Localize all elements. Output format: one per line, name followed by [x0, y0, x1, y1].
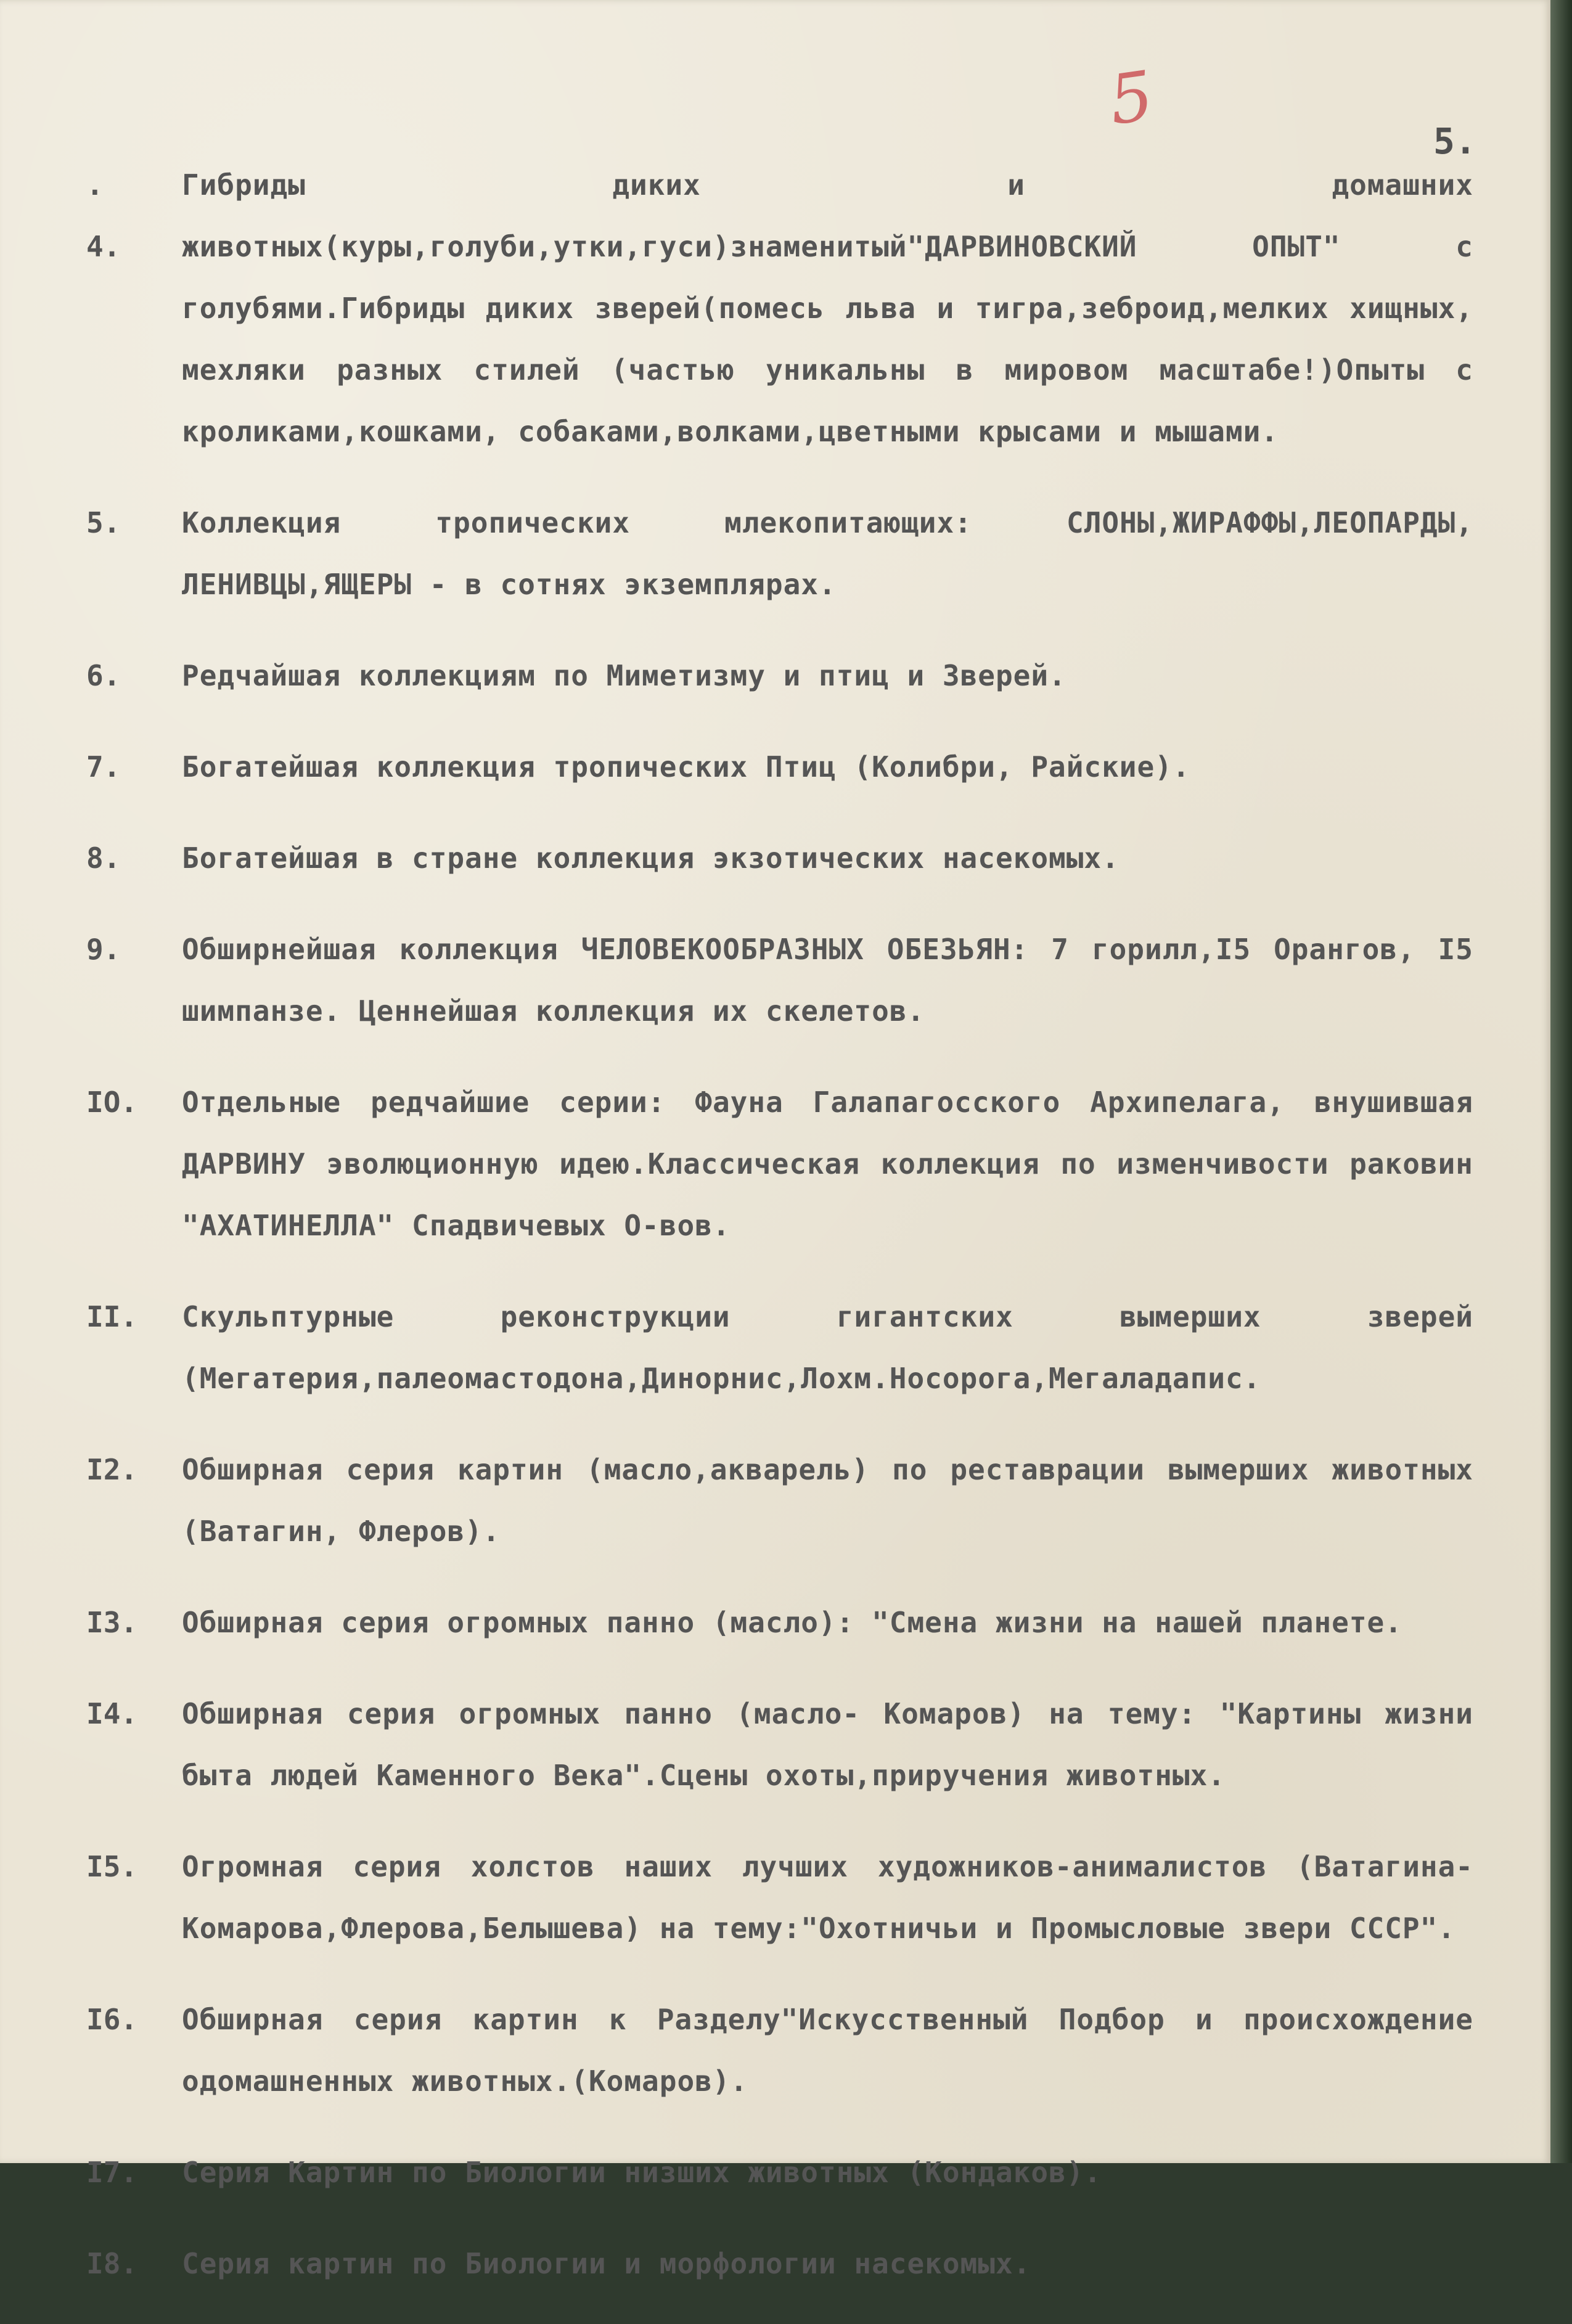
list-item — [86, 492, 1473, 615]
item-number: I5. — [86, 1850, 138, 1883]
item-number: 9. — [86, 933, 121, 966]
item-number: I3. — [86, 1606, 138, 1639]
item-text: Богатейшая в стране коллекция экзотических насекомых. — [182, 841, 1120, 875]
item-number: I4. — [86, 1697, 138, 1730]
item-number: 5. — [86, 506, 121, 539]
item-text: Богатейшая коллекция тропических Птиц (Колибри, Райские). — [182, 750, 1190, 784]
item-text: Редчайшая коллекциям по Миметизму и птиц и Зверей. — [182, 659, 1066, 692]
item-number: II. — [86, 1300, 138, 1333]
item-text: Серия Картин по Биологии низших животных (Кондаков). — [182, 2156, 1102, 2189]
numbered-list — [86, 154, 1473, 2324]
list-item — [86, 919, 1473, 1042]
list-item — [86, 736, 1473, 798]
list-item — [86, 645, 1473, 706]
list-item — [86, 1683, 1473, 1806]
item-text: Обширная серия огромных панно (масло- Комаров) на тему: "Картины жизни быта людей Каменного Века".Сцены охоты,приручения животных. — [182, 1697, 1473, 1792]
item-text: Обширная серия картин (масло,акварель) по реставрации вымерших животных (Ватагин, Флеров). — [182, 1453, 1473, 1548]
item-text: Серия картин по Биологии и морфологии насекомых. — [182, 2247, 1031, 2280]
item-number: 8. — [86, 841, 121, 875]
list-item — [86, 154, 1473, 462]
item-number: IO. — [86, 1086, 138, 1119]
item-text: Гибриды диких и домашних животных(куры,голуби,утки,гуси)знаменитый"ДАРВИНОВСКИЙ ОПЫТ" с голубями.Гибриды диких зверей(помесь льва и тигра,зеброид,мелких хищных, мехляки разных стилей (частью уникальны в мировом масштабе!)Опыты с кроликами,кошками, собаками,волками,цветными крысами и мышами. — [182, 168, 1473, 448]
item-number: I8. — [86, 2247, 138, 2280]
item-text: Обширная серия картин к Разделу"Искусственный Подбор и происхождение одомашненных животных.(Комаров). — [182, 2003, 1473, 2098]
item-number: I7. — [86, 2156, 138, 2189]
item-text: Скульптурные реконструкции гигантских вымерших зверей (Мегатерия,палеомастодона,Динорнис,Лохм.Носорога,Мегаладапис. — [182, 1300, 1473, 1395]
list-item — [86, 1286, 1473, 1409]
item-lead-marker: . — [86, 168, 104, 202]
item-number: I2. — [86, 1453, 138, 1486]
item-number: 4. — [86, 230, 121, 263]
list-item — [86, 2233, 1473, 2294]
list-item — [86, 1989, 1473, 2112]
item-text: Обширнейшая коллекция ЧЕЛОВЕКООБРАЗНЫХ ОБЕЗЬЯН: 7 горилл,I5 Орангов, I5 шимпанзе. Ценнейшая коллекция их скелетов. — [182, 933, 1473, 1028]
handwritten-page-number: 5 — [1104, 55, 1158, 141]
list-item — [86, 1071, 1473, 1256]
item-number: 7. — [86, 750, 121, 784]
item-text: Отдельные редчайшие серии: Фауна Галапагосского Архипелага, внушившая ДАРВИНУ эволюционную идею.Классическая коллекция по изменчивости раковин "АХАТИНЕЛЛА" Спадвичевых О-вов. — [182, 1086, 1473, 1242]
list-item — [86, 1592, 1473, 1653]
item-text: Обширная серия огромных панно (масло): "Смена жизни на нашей планете. — [182, 1606, 1402, 1639]
scan-background-edge — [1550, 0, 1572, 2163]
item-text: Огромная серия холстов наших лучших художников-анималистов (Ватагина-Комарова,Флерова,Белышева) на тему:"Охотничьи и Промысловые звери СССР". — [182, 1850, 1473, 1945]
list-item — [86, 1439, 1473, 1562]
list-item — [86, 2142, 1473, 2203]
list-item — [86, 827, 1473, 889]
item-number: I6. — [86, 2003, 138, 2036]
item-number: 6. — [86, 659, 121, 692]
page-number: 5. — [1433, 120, 1476, 162]
item-text: Коллекция тропических млекопитающих: СЛОНЫ,ЖИРАФФЫ,ЛЕОПАРДЫ, ЛЕНИВЦЫ,ЯЩЕРЫ - в сотнях экземплярах. — [182, 506, 1473, 601]
list-item — [86, 1836, 1473, 1959]
